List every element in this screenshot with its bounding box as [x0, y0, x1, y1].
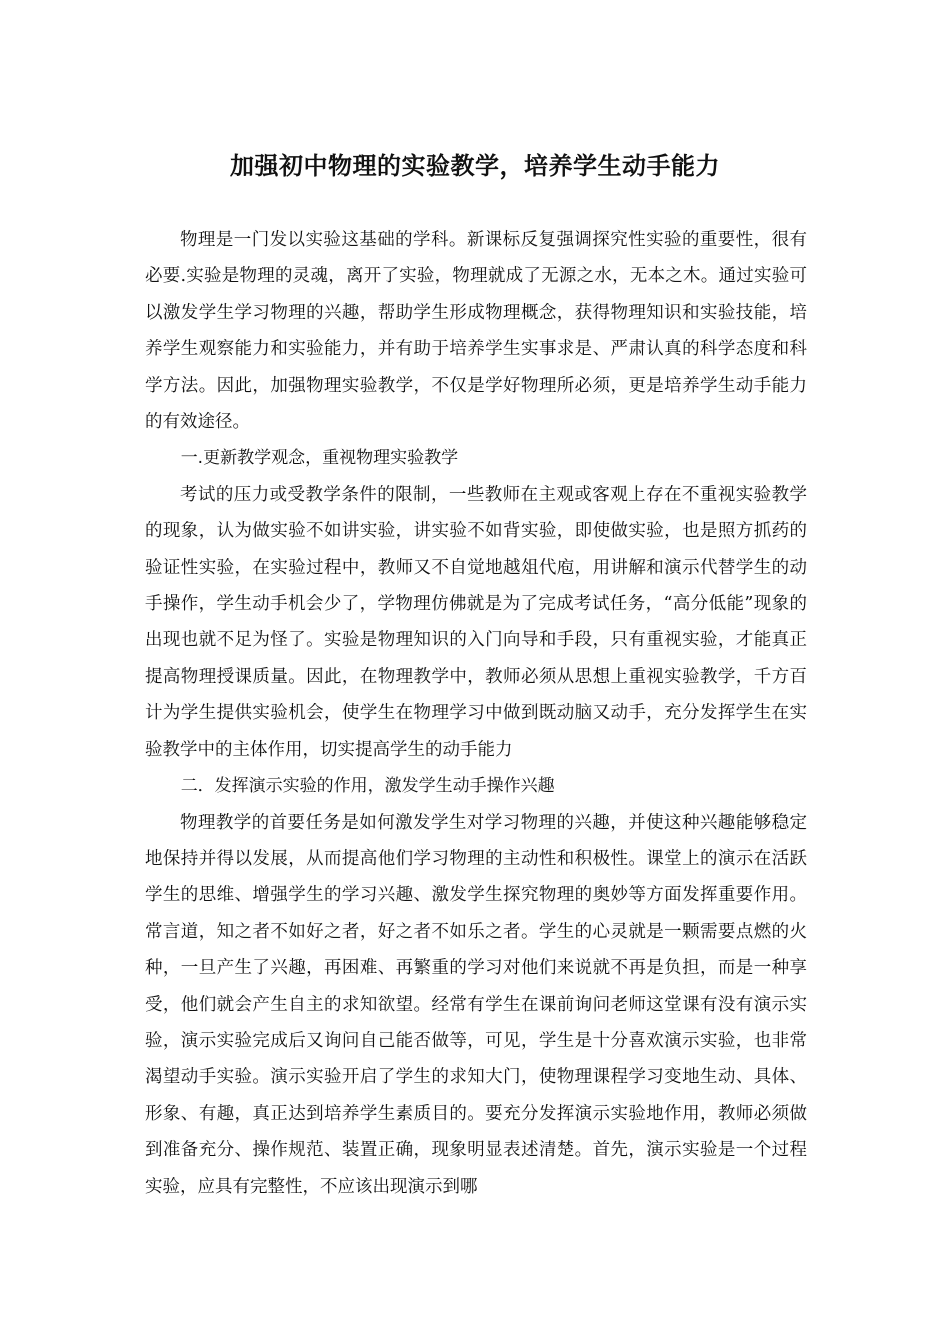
paragraph-section-1: 考试的压力或受教学条件的限制，一些教师在主观或客观上存在不重视实验教学的现象，认为做实验不如讲实验，讲实验不如背实验，即使做实验，也是照方抓药的验证性实验，在实验过程中，教师又不自觉地越俎代庖，用讲解和演示代替学生的动手操作，学生动手机会少了，学物理仿佛就是为了完成考试任务，“高分低能”现象的出现也就不足为怪了。实验是物理知识的入门向导和手段，只有重视实验，才能真正提高物理授课质量。因此，在物理教学中，教师必须从思想上重视实验教学，千方百计为学生提供实验机会，使学生在物理学习中做到既动脑又动手，充分发挥学生在实验教学中的主体作用，切实提高学生的动手能力: [145, 484, 807, 760]
section-heading-1: 一.更新教学观念，重视物理实验教学: [180, 448, 459, 469]
document-body: [145, 222, 807, 1205]
document-title: 加强初中物理的实验教学，培养学生动手能力: [230, 152, 720, 181]
paragraph-section-2: 物理教学的首要任务是如何激发学生对学习物理的兴趣，并使这种兴趣能够稳定地保持并得以发展，从而提高他们学习物理的主动性和积极性。课堂上的演示在活跃学生的思维、增强学生的学习兴趣、激发学生探究物理的奥妙等方面发挥重要作用。常言道，知之者不如好之者，好之者不如乐之者。学生的心灵就是一颗需要点燃的火种，一旦产生了兴趣，再困难、再繁重的学习对他们来说就不再是负担，而是一种享受，他们就会产生自主的求知欲望。经常有学生在课前询问老师这堂课有没有演示实验，演示实验完成后又询问自己能否做等，可见，学生是十分喜欢演示实验，也非常渴望动手实验。演示实验开启了学生的求知大门，使物理课程学习变地生动、具体、形象、有趣，真正达到培养学生素质目的。要充分发挥演示实验地作用，教师必须做到准备充分、操作规范、装置正确，现象明显表述清楚。首先，演示实验是一个过程实验，应具有完整性，不应该出现演示到哪: [145, 812, 807, 1197]
paragraph-intro: 物理是一门发以实验这基础的学科。新课标反复强调探究性实验的重要性，很有必要.实验是物理的灵魂，离开了实验，物理就成了无源之水，无本之木。通过实验可以激发学生学习物理的兴趣，帮助学生形成物理概念，获得物理知识和实验技能，培养学生观察能力和实验能力，并有助于培养学生实事求是、严肃认真的科学态度和科学方法。因此，加强物理实验教学，不仅是学好物理所必须，更是培养学生动手能力的有效途径。: [145, 230, 807, 433]
section-heading-2: 二．发挥演示实验的作用，激发学生动手操作兴趣: [180, 776, 555, 797]
